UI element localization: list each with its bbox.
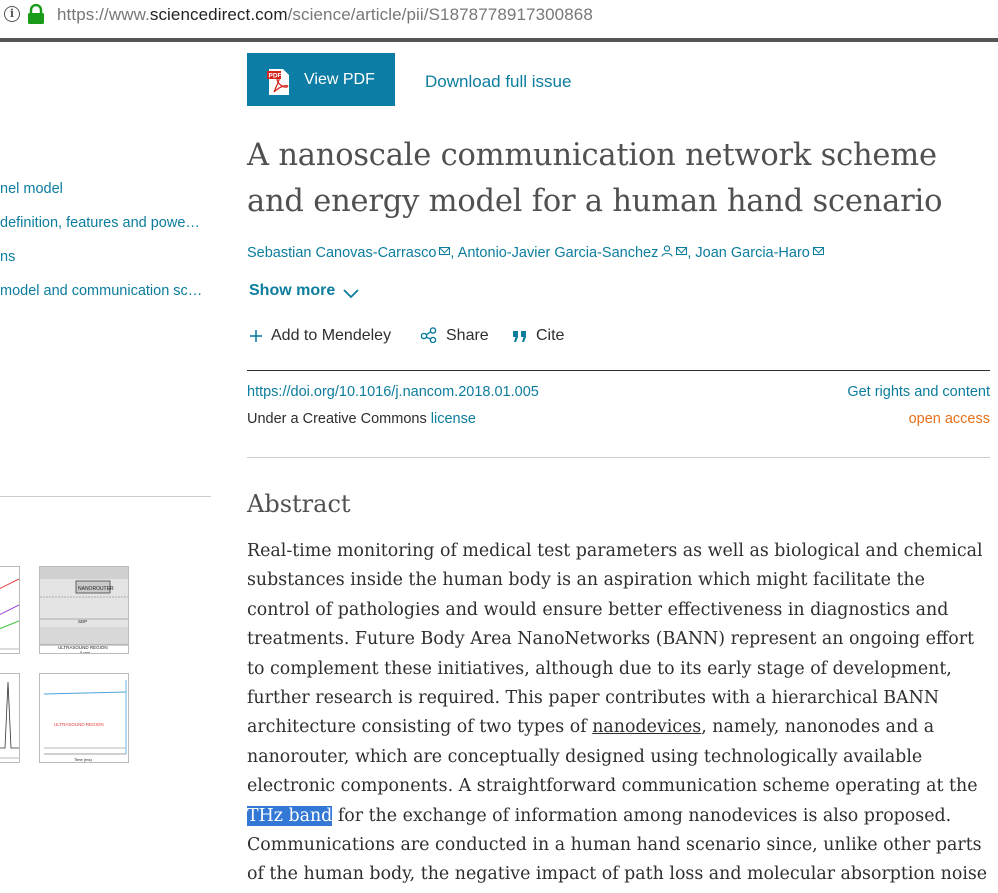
scenario-diagram-thumbnail-graphic: [40, 567, 129, 654]
article-info-divider: [247, 370, 990, 371]
license-link[interactable]: license: [430, 411, 476, 427]
article-title: A nanoscale communication network scheme and energy model for a human hand scenario: [247, 138, 943, 219]
thumb-label-ultrasound: ULTRASOUND REGION: [58, 645, 108, 650]
email-icon[interactable]: [676, 247, 687, 255]
quote-icon: [512, 329, 528, 343]
figure-thumbnail-1[interactable]: [0, 566, 20, 654]
author-name-1[interactable]: Sebastian Canovas-Carrasco: [247, 245, 437, 261]
view-pdf-button[interactable]: [247, 53, 395, 106]
url-scheme: https://www.: [57, 5, 150, 24]
show-more-label: Show more: [249, 282, 336, 299]
svg-text:PDF: PDF: [268, 72, 282, 80]
corresponding-author-icon: [661, 245, 673, 257]
rights-and-content-link[interactable]: Get rights and content: [847, 384, 990, 400]
energy-plot-thumbnail-graphic: [40, 674, 129, 763]
author-name-3[interactable]: Joan Garcia-Haro: [695, 245, 810, 261]
page-top-divider: [0, 38, 998, 42]
thumb-label-ultrasound-2: ULTRASOUND REGION: [54, 722, 104, 727]
outline-item-definition[interactable]: definition, features and powe…: [0, 215, 200, 231]
abstract-heading: Abstract: [247, 490, 351, 518]
nanodevices-link[interactable]: nanodevices: [592, 717, 702, 738]
url-path: /science/article/pii/S1878778917300868: [287, 5, 593, 24]
site-info-icon[interactable]: i: [4, 6, 20, 22]
outline-item-energy-model[interactable]: model and communication sc…: [0, 283, 203, 299]
url-text[interactable]: [57, 5, 593, 25]
download-full-issue-link[interactable]: Download full issue: [425, 72, 572, 91]
thumb-label-time: Time (ms): [74, 757, 92, 762]
abstract-part-2: , namely, nanonodes and a nanorouter, which are conceptually designed using technologically available electronic components. A straightforward communication scheme operating at the: [247, 717, 978, 797]
doi-link[interactable]: https://doi.org/10.1016/j.nancom.2018.01.005: [247, 384, 539, 400]
cite-button[interactable]: [512, 327, 564, 345]
figure-thumbnail-3[interactable]: [0, 673, 20, 763]
abstract-text: [247, 537, 992, 890]
view-pdf-label: View PDF: [304, 71, 375, 88]
thumb-label-nanorouter: NANOROUTER: [78, 586, 114, 592]
email-icon[interactable]: [439, 247, 450, 255]
plus-icon: [249, 329, 263, 343]
pulse-plot-thumbnail-graphic: [0, 674, 20, 763]
author-separator-1: ,: [450, 245, 458, 261]
license-prefix: Under a Creative Commons: [247, 411, 431, 427]
cite-label: Cite: [536, 327, 565, 344]
chevron-down-icon: [343, 288, 359, 298]
author-name-2[interactable]: Antonio-Javier Garcia-Sanchez: [457, 245, 659, 261]
thumb-label-5mm: 5 mm: [80, 650, 90, 654]
add-to-mendeley-label: Add to Mendeley: [271, 327, 392, 344]
outline-item-conclusions[interactable]: ns: [0, 249, 16, 265]
share-button[interactable]: [420, 327, 489, 345]
secure-lock-icon[interactable]: [27, 4, 45, 24]
license-statement: [247, 411, 476, 427]
abstract-divider: [247, 457, 990, 458]
browser-address-bar[interactable]: [0, 0, 998, 36]
open-access-badge: open access: [908, 411, 990, 427]
url-host: sciencedirect.com: [149, 5, 288, 24]
outline-item-channel-model[interactable]: nel model: [0, 181, 63, 197]
line-plot-thumbnail-graphic: [0, 567, 20, 654]
selected-text-thz-band: THz band: [247, 805, 333, 826]
show-more-button[interactable]: [249, 282, 359, 300]
figure-thumbnail-2[interactable]: [39, 566, 129, 654]
thumb-label-sdp: SDP: [78, 619, 88, 624]
add-to-mendeley-button[interactable]: [249, 327, 391, 345]
share-label: Share: [446, 327, 489, 344]
abstract-part-1: Real-time monitoring of medical test parameters as well as biological and chemical substances inside the human body is an aspiration which might facilitate the control of pathologies and would ensure better effectiveness in diagnostics and treatments. Future Body Area NanoNetworks (BANN) represent an ongoing effort to complement these initiatives, although due to its early stage of development, further research is required. This paper contributes with a hierarchical BANN architecture consisting of two types of: [247, 541, 983, 738]
author-list: [247, 245, 824, 261]
email-icon[interactable]: [813, 247, 824, 255]
figure-thumbnail-4[interactable]: [39, 673, 129, 763]
share-icon: [420, 327, 438, 343]
abstract-part-3: for the exchange of information among nanodevices is also proposed. Communications are conducted in a human hand scenario since, unlike other parts of the human body, the negative impact of path loss and molecular absorption noise: [247, 805, 988, 885]
sidebar-divider: [0, 496, 211, 497]
pdf-file-icon: [267, 68, 291, 96]
author-separator-2: ,: [687, 245, 696, 261]
